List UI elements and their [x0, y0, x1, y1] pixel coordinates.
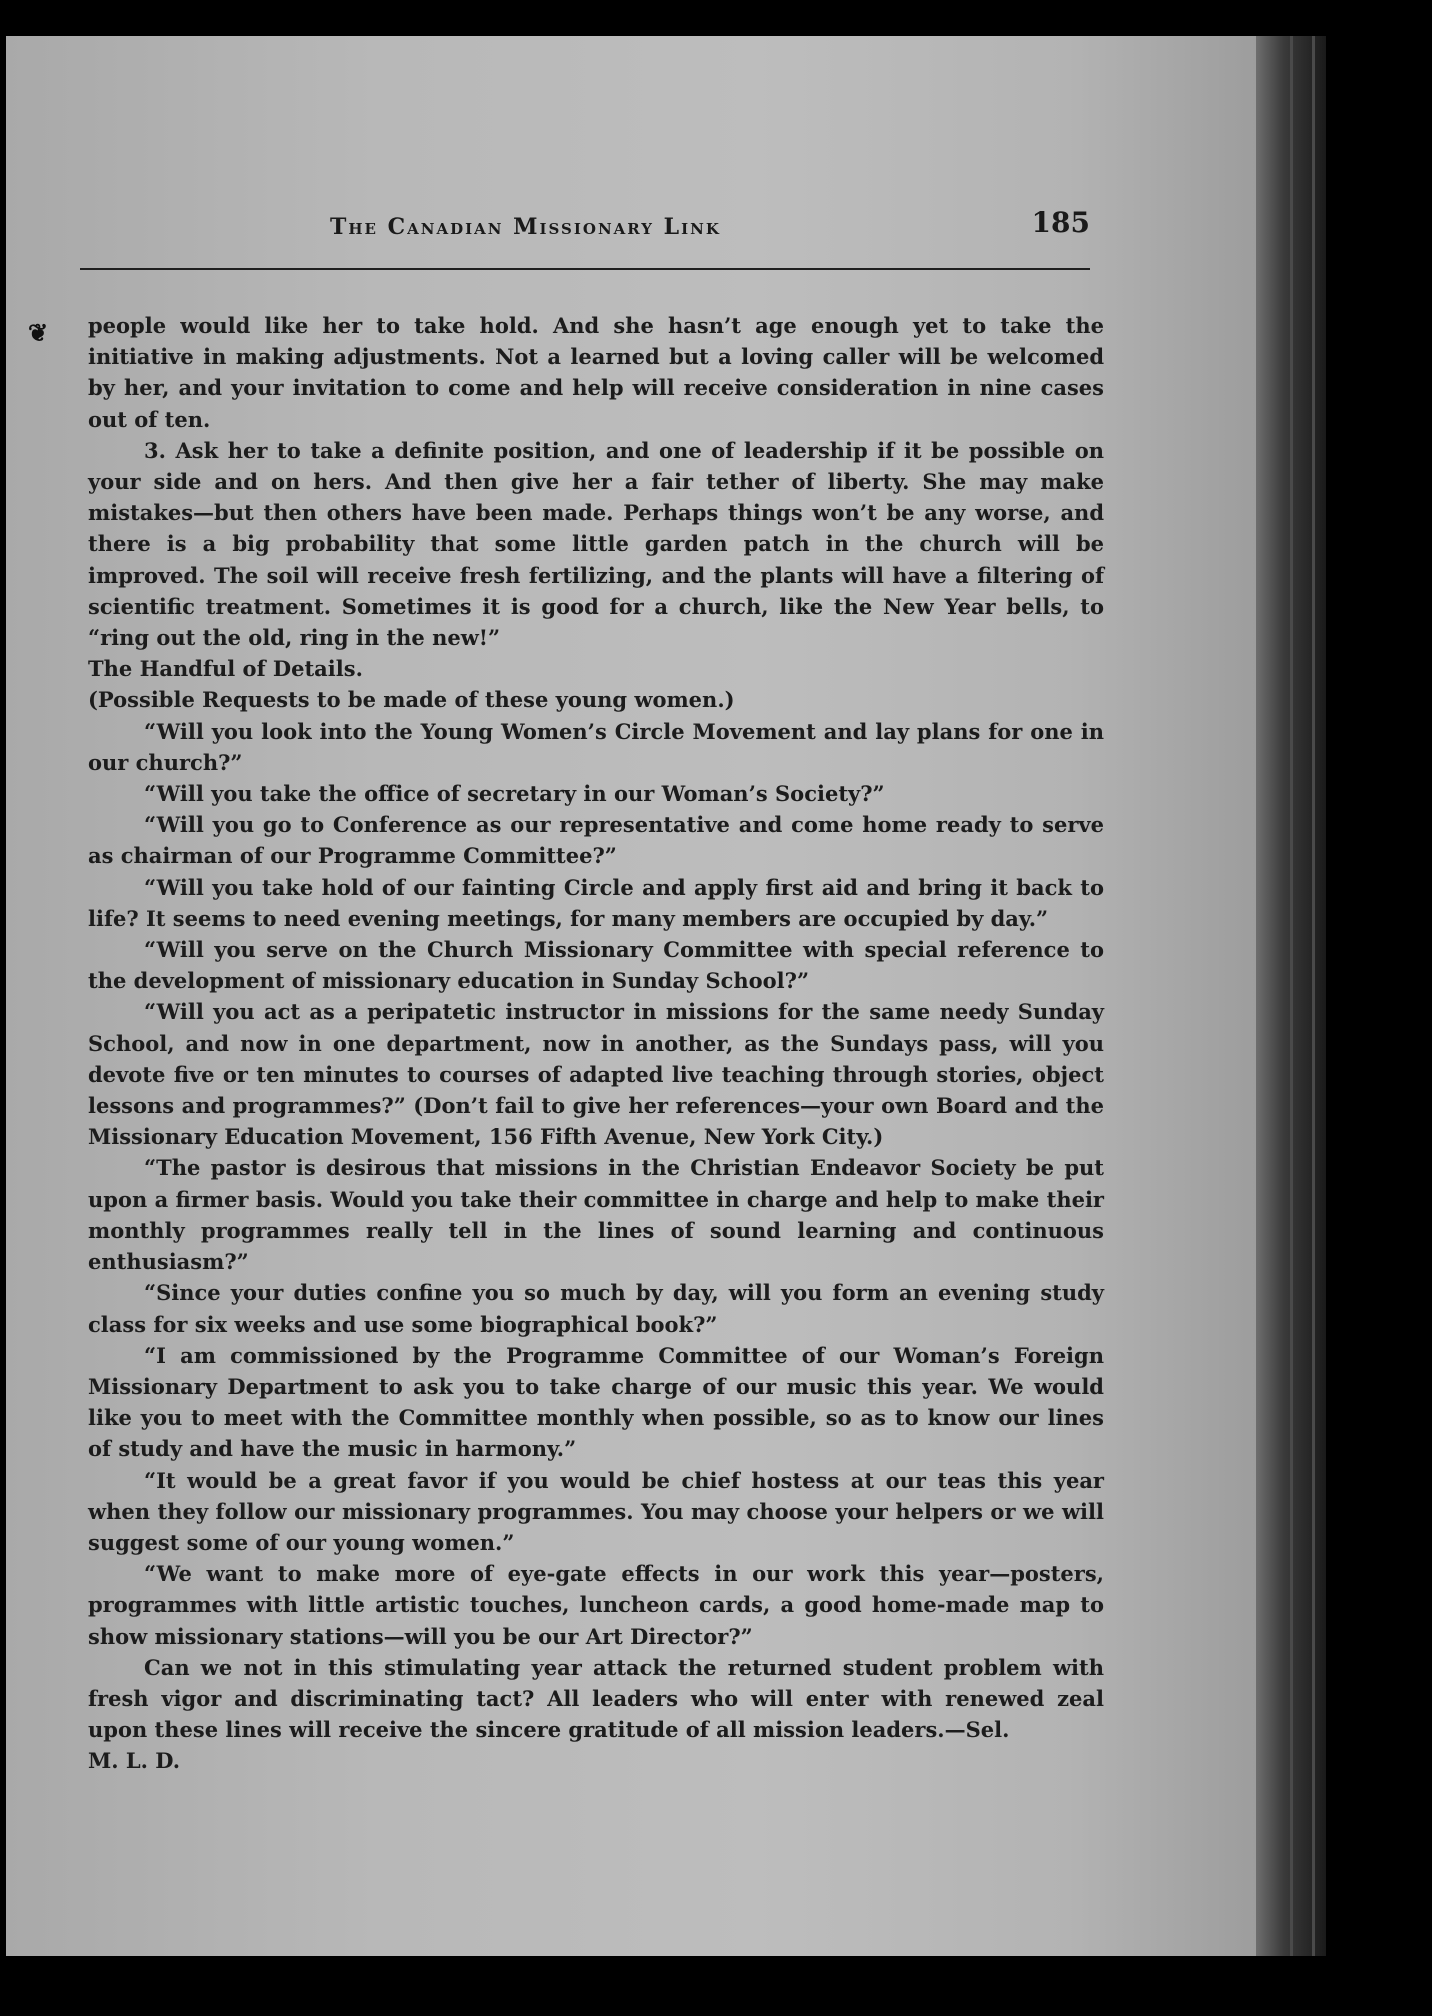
section-subheading: (Possible Requests to be made of these young women.)	[88, 687, 735, 713]
request-paragraph: “Will you serve on the Church Missionary Committee with special reference to the development of missionary education in Sunday School?”	[88, 937, 1104, 994]
gutter-edge-line	[1312, 36, 1315, 1956]
request-paragraph: “Will you act as a peripatetic instructor in missions for the same needy Sunday School, and now in one department, now in another, as the Sundays pass, will you devote five or ten minutes to courses of adapted live teaching through stories, object lessons and programmes?” (Don’t fail to give her references—your own Board and the Missionary Education Movement, 156 Fifth Avenue, New York City.)	[88, 999, 1104, 1150]
paragraph: people would like her to take hold. And she hasn’t age enough yet to take the initiative in making adjustments. Not a learned but a loving caller will be welcomed by her, and your invitation to come and help will receive consideration in nine cases out of ten.	[88, 313, 1104, 432]
section-heading: The Handful of Details.	[88, 656, 363, 682]
request-paragraph: “Will you look into the Young Women’s Circle Movement and lay plans for one in our church?”	[88, 718, 1104, 775]
request-paragraph: “Since your duties confine you so much by day, will you form an evening study class for six weeks and use some biographical book?”	[88, 1280, 1104, 1337]
closing-paragraph: Can we not in this stimulating year attack the returned student problem with fresh vigor and discriminating tact? All leaders who will enter with renewed zeal upon these lines will receive the sincere gratitude of all mission leaders.—Sel.	[88, 1654, 1104, 1743]
request-paragraph: “I am commissioned by the Programme Committee of our Woman’s Foreign Missionary Department to ask you to take charge of our music this year. We would like you to meet with the Committee monthly when possible, so as to know our lines of study and have the music in harmony.”	[88, 1342, 1104, 1462]
request-paragraph: “We want to make more of eye-gate effects in our work this year—posters, programmes with little artistic touches, luncheon cards, a good home-made map to show missionary stations—will you be our Art Director?”	[88, 1561, 1104, 1649]
paragraph: 3. Ask her to take a definite position, and one of leadership if it be possible on your side and on hers. And then give her a fair tether of liberty. She may make mistakes—but then others have been made. Perhaps things won’t be any worse, and there is a big probability that some little garden patch in the church will be improved. The soil will receive fresh fertilizing, and the plants will have a filtering of scientific treatment. Sometimes it is good for a church, like the New Year bells, to “ring out the old, ring in the new!”	[88, 437, 1104, 651]
margin-mark: ❦	[28, 318, 49, 347]
page-number: 185	[1031, 206, 1090, 239]
author-signature: M. L. D.	[88, 1748, 181, 1774]
request-paragraph: “Will you go to Conference as our representative and come home ready to serve as chairman of our Programme Committee?”	[88, 812, 1104, 869]
request-paragraph: “Will you take hold of our fainting Circle and apply first aid and bring it back to life? It seems to need evening meetings, for many members are occupied by day.”	[88, 874, 1104, 931]
request-paragraph: “Will you take the office of secretary in our Woman’s Society?”	[144, 781, 885, 807]
request-paragraph: “It would be a great favor if you would be chief hostess at our teas this year when they follow our missionary programmes. You may choose your helpers or we will suggest some of our young women.”	[88, 1467, 1104, 1555]
article-body	[88, 310, 1104, 1777]
running-header	[80, 184, 1090, 270]
gutter-edge-line	[1290, 36, 1293, 1956]
request-paragraph: “The pastor is desirous that missions in the Christian Endeavor Society be put upon a firmer basis. Would you take their committee in charge and help to make their monthly programmes really tell in the lines of sound learning and continuous enthusiasm?”	[88, 1155, 1104, 1275]
running-title: The Canadian Missionary Link	[330, 214, 721, 240]
